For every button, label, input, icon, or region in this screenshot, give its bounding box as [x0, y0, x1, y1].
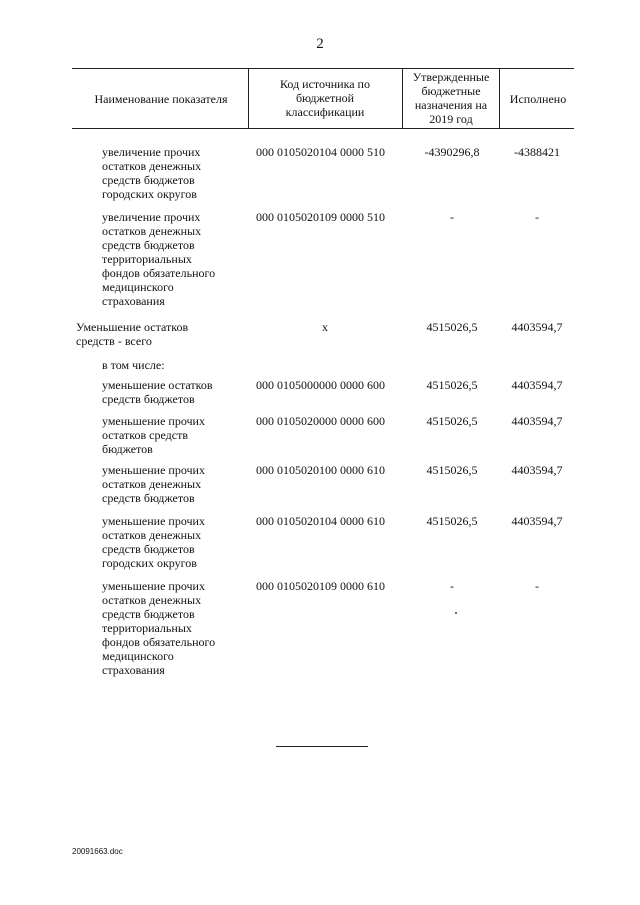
row-code: 000 0105020109 0000 610: [256, 579, 385, 593]
header-approved: Утвержденные бюджетные назначения на 2019 год: [412, 70, 490, 126]
row-executed: -: [535, 210, 539, 224]
row-executed: -4388421: [514, 145, 560, 159]
row-code: 000 0105020104 0000 610: [256, 514, 385, 528]
speck: [455, 612, 457, 614]
row-approved: -: [450, 579, 454, 593]
row-name: уменьшение прочих остатков средств бюджетов: [102, 414, 205, 456]
column-divider: [248, 68, 249, 128]
row-approved: 4515026,5: [426, 463, 478, 477]
row-executed: 4403594,7: [511, 463, 563, 477]
header-executed: Исполнено: [509, 92, 567, 106]
row-code: 000 0105020109 0000 510: [256, 210, 385, 224]
row-code: х: [322, 320, 328, 334]
row-executed: 4403594,7: [511, 514, 563, 528]
row-name: уменьшение прочих остатков денежных средств бюджетов городских округов: [102, 514, 205, 570]
row-name: увеличение прочих остатков денежных средств бюджетов городских округов: [102, 145, 202, 201]
row-executed: 4403594,7: [511, 414, 563, 428]
row-executed: -: [535, 579, 539, 593]
header-name: Наименование показателя: [94, 92, 228, 106]
row-approved: 4515026,5: [426, 514, 478, 528]
row-name: Уменьшение остатков средств - всего: [76, 320, 189, 348]
row-code: 000 0105000000 0000 600: [256, 378, 385, 392]
row-approved: 4515026,5: [426, 320, 478, 334]
row-approved: -4390296,8: [424, 145, 480, 159]
header-code: Код источника по бюджетной классификации: [280, 77, 370, 119]
column-divider: [402, 68, 403, 128]
row-approved: -: [450, 210, 454, 224]
column-divider: [499, 68, 500, 128]
page-number: 2: [316, 36, 324, 52]
footer-filename: 20091663.doc: [72, 847, 123, 856]
row-name: уменьшение остатков средств бюджетов: [102, 378, 213, 406]
row-name: в том числе:: [102, 358, 165, 372]
row-executed: 4403594,7: [511, 320, 563, 334]
row-approved: 4515026,5: [426, 414, 478, 428]
row-code: 000 0105020000 0000 600: [256, 414, 385, 428]
row-name: уменьшение прочих остатков денежных средств бюджетов территориальных фондов обязательного медицинского страхования: [102, 579, 216, 677]
table-header-rule: [72, 128, 574, 129]
row-executed: 4403594,7: [511, 378, 563, 392]
row-name: уменьшение прочих остатков денежных средств бюджетов: [102, 463, 205, 505]
row-code: 000 0105020104 0000 510: [256, 145, 385, 159]
row-name: увеличение прочих остатков денежных средств бюджетов территориальных фондов обязательного медицинского страхования: [102, 210, 216, 308]
row-approved: 4515026,5: [426, 378, 478, 392]
row-code: 000 0105020100 0000 610: [256, 463, 385, 477]
closing-line: [276, 746, 368, 747]
